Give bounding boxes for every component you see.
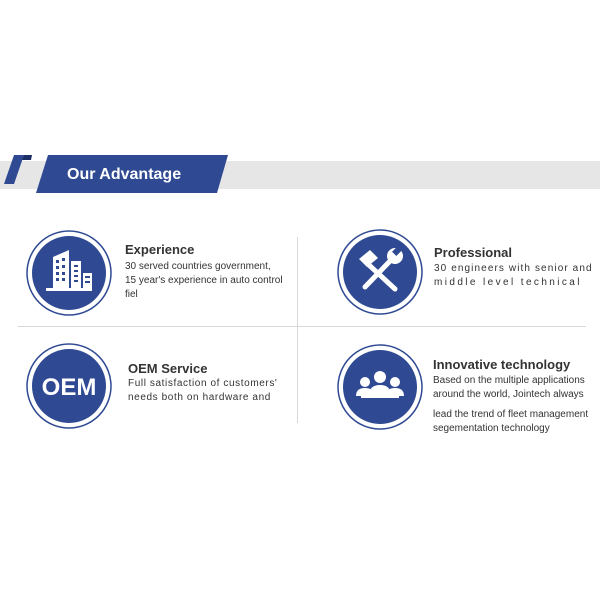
oem-icon	[26, 343, 112, 429]
item-title-oem-service: OEM Service	[128, 361, 208, 376]
section-title: Our Advantage	[67, 166, 182, 183]
team-icon	[337, 344, 423, 430]
horizontal-divider	[18, 326, 586, 327]
vertical-divider	[297, 237, 298, 423]
item-desc-innovative-technology: Based on the multiple applications around the world, Jointech always lead the trend of fleet management segementation technology	[433, 375, 589, 434]
banner-corner-decoration	[4, 155, 38, 185]
item-desc-professional: 30 engineers with senior and middle level technical	[434, 263, 593, 288]
hammer-wrench-icon	[337, 229, 423, 315]
svg-text:OEM: OEM	[41, 374, 97, 401]
item-desc-experience: 30 served countries government, 15 year's experience in auto control fiel	[125, 261, 283, 300]
buildings-icon	[26, 230, 112, 316]
item-title-experience: Experience	[125, 242, 195, 257]
item-title-professional: Professional	[434, 245, 513, 260]
item-title-innovative-technology: Innovative technology	[433, 357, 571, 372]
item-desc-oem-service: Full satisfaction of customers' needs both on hardware and	[128, 378, 278, 403]
